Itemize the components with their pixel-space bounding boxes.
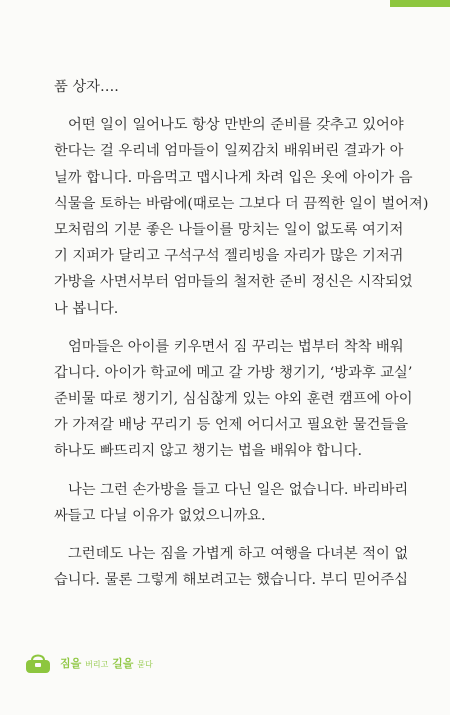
text-line: 갑니다. 아이가 학교에 메고 갈 가방 챙기기, ‘방과후 교실’ xyxy=(54,364,413,381)
title-part: 길을 xyxy=(112,657,134,670)
text-line: 싸들고 다닐 이유가 없었으니까요. xyxy=(54,507,266,524)
text-line: 준비물 따로 챙기기, 심심찮게 있는 야외 훈련 캠프에 아이 xyxy=(54,391,413,408)
text-line: 하나도 빠뜨리지 않고 챙기는 법을 배워야 합니다. xyxy=(54,443,363,460)
text-line: 식물을 토하는 바람에(때로는 그보다 더 끔찍한 일이 벌어져) xyxy=(54,195,429,212)
text-line: 나 봅니다. xyxy=(54,300,119,317)
title-part: 짐을 xyxy=(60,657,82,670)
text-line: 어떤 일이 일어나도 항상 만반의 준비를 갖추고 있어야 xyxy=(68,117,404,134)
book-title xyxy=(60,655,153,671)
title-part: 버리고 xyxy=(85,660,109,669)
text-line: 가 가져갈 배낭 꾸리기 등 언제 어디서고 필요한 물건들을 xyxy=(54,417,409,434)
text-line: 엄마들은 아이를 키우면서 짐 꾸리는 법부터 착착 배워 xyxy=(68,338,404,355)
bag-icon xyxy=(24,651,52,675)
text-line: 한다는 걸 우리네 엄마들이 일찌감치 배워버린 결과가 아 xyxy=(54,143,404,160)
text-line: 그런데도 나는 짐을 가볍게 하고 여행을 다녀본 적이 없 xyxy=(68,546,409,562)
text-line: 기 지퍼가 달리고 구석구석 젤리빙을 자리가 많은 기저귀 xyxy=(54,248,404,265)
title-part: 묻다 xyxy=(137,660,153,669)
text-line: 품 상자…. xyxy=(54,79,119,95)
running-footer xyxy=(24,651,153,675)
text-line: 습니다. 물론 그렇게 해보려고는 했습니다. 부디 믿어주십 xyxy=(54,572,409,589)
text-line: 나는 그런 손가방을 들고 다닌 일은 없습니다. 바리바리 xyxy=(68,481,409,498)
page-body xyxy=(54,74,429,593)
text-line: 가방을 사면서부터 엄마들의 철저한 준비 정신은 시작되었 xyxy=(54,274,413,291)
text-line: 모처럼의 기분 좋은 나들이를 망치는 일이 없도록 여기저 xyxy=(54,221,404,238)
text-line: 닐까 합니다. 마음먹고 맵시나게 차려 입은 옷에 아이가 음 xyxy=(54,169,413,186)
top-accent-bar xyxy=(390,0,450,7)
